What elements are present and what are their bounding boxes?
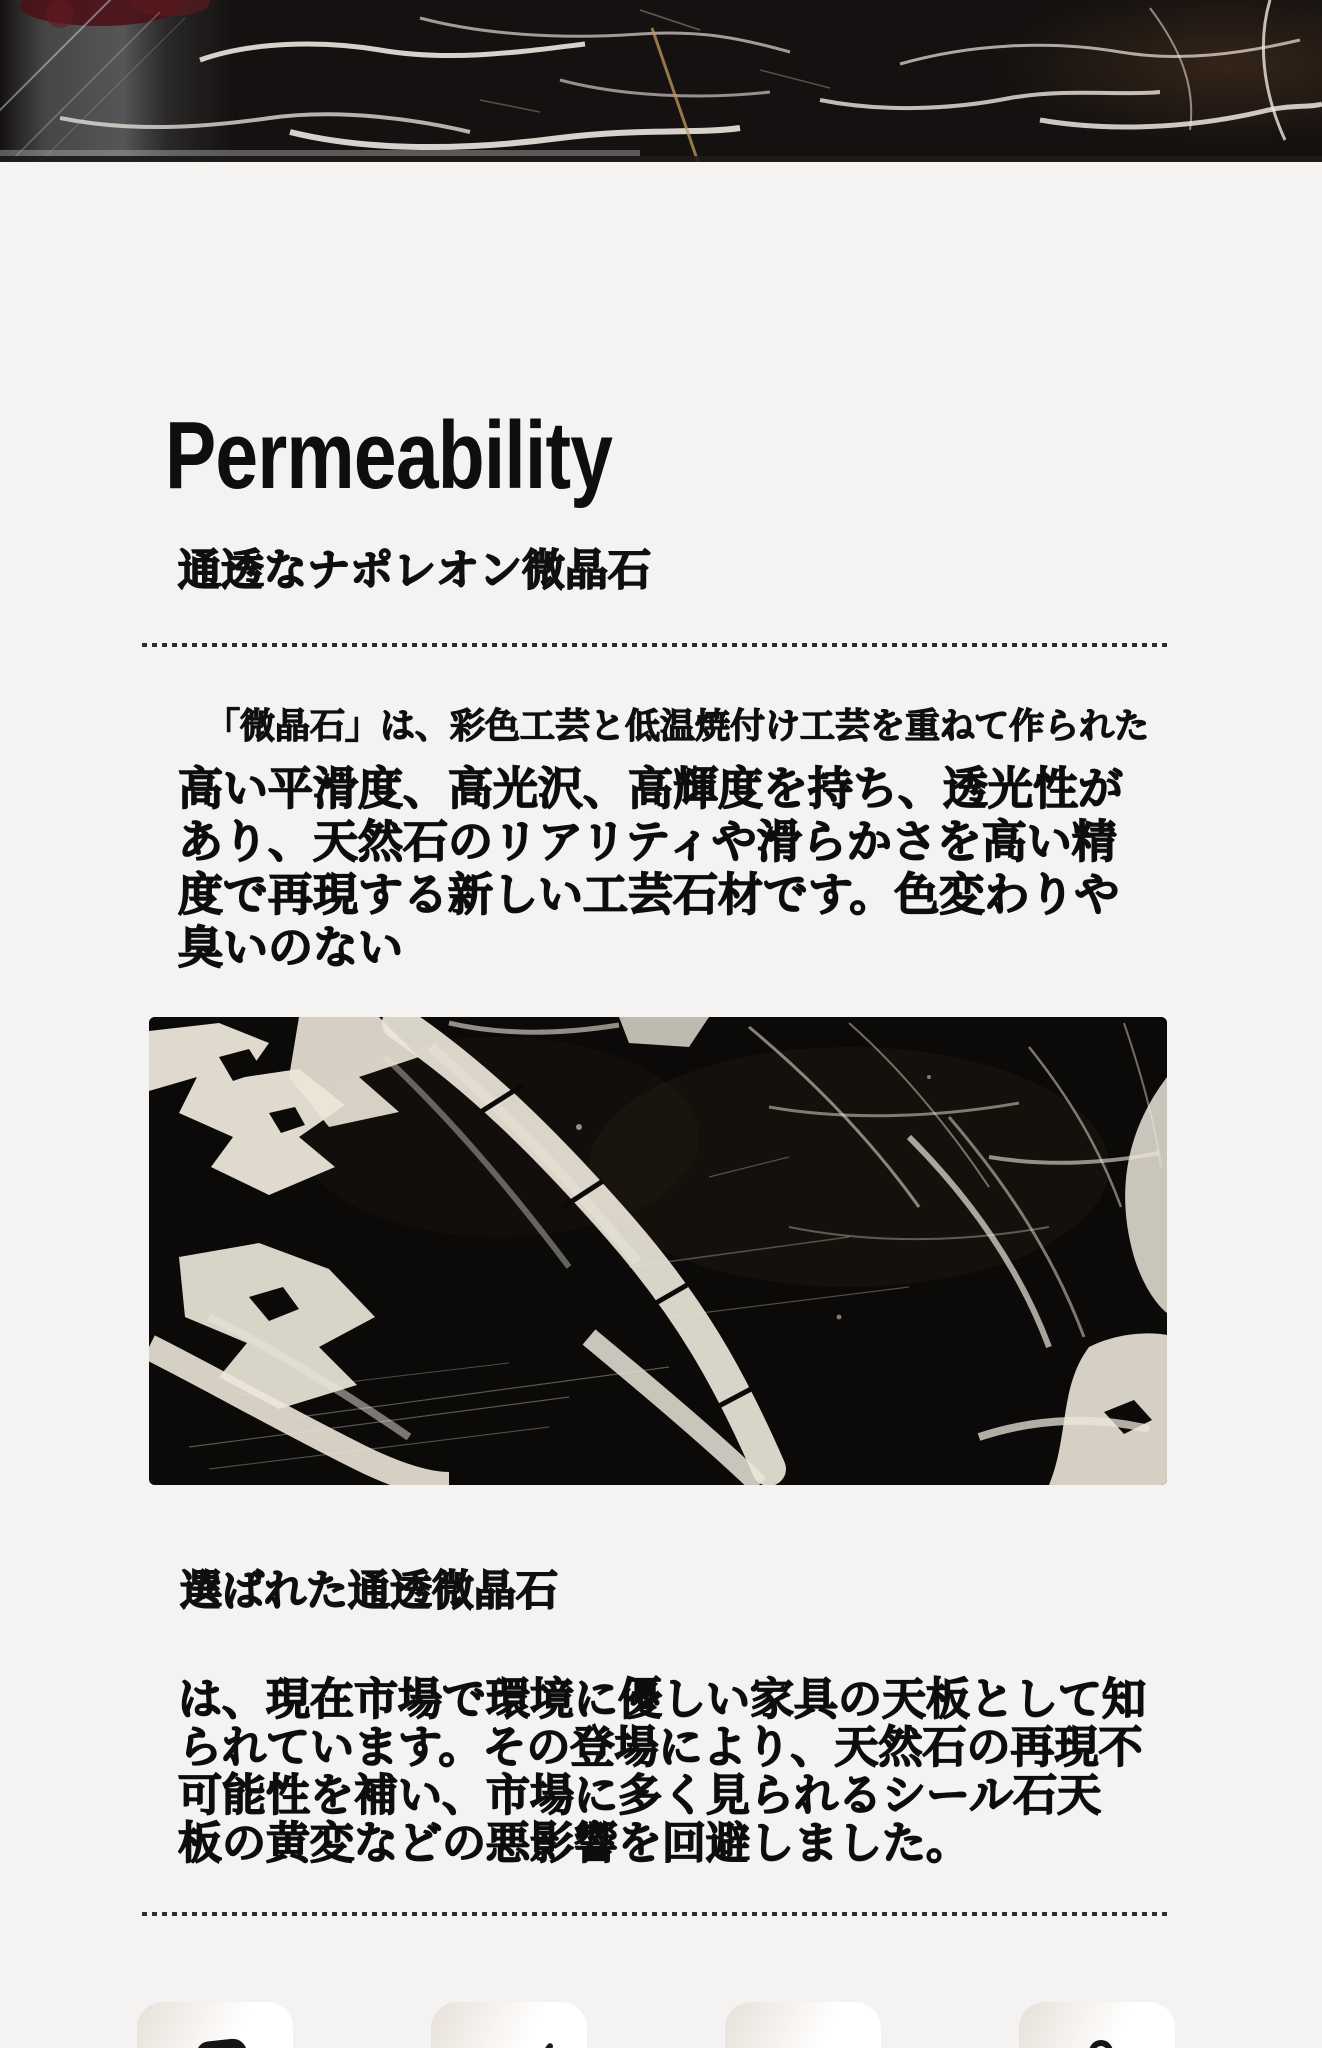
hero-marble-image xyxy=(0,0,1322,162)
marble-slab-image xyxy=(149,1017,1167,1485)
feature-card-1 xyxy=(137,2002,293,2048)
feature-1-partial-glyph-icon xyxy=(196,2037,249,2048)
selected-paragraph xyxy=(178,1676,1146,1868)
marble-banner-graphic xyxy=(0,0,1322,162)
feature-card-4 xyxy=(1019,2002,1175,2048)
selected-paragraph-line: 可能性を補い、市場に多く見られるシール石天 xyxy=(178,1771,1102,1820)
dashed-divider-bottom xyxy=(142,1912,1168,1916)
intro-lead-line: 「微晶石」は、彩色工芸と低温焼付け工芸を重ねて作られた xyxy=(205,707,1150,746)
selected-paragraph-line: 板の黄変などの悪影響を回避しました。 xyxy=(178,1819,970,1868)
intro-paragraph-line: 度で再現する新しい工芸石材です。色変わりや xyxy=(178,869,1120,920)
section-title: Permeability xyxy=(165,402,613,509)
intro-paragraph xyxy=(178,762,1123,974)
feature-4-partial-ring-icon xyxy=(1089,2040,1113,2048)
section-subtitle: 通透なナポレオン微晶石 xyxy=(178,547,651,595)
intro-paragraph-line: 臭いのない xyxy=(178,922,404,973)
dashed-divider-top xyxy=(142,643,1168,647)
feature-card-3 xyxy=(725,2002,881,2048)
selected-paragraph-line: られています。その登場により、天然石の再現不 xyxy=(178,1723,1143,1772)
intro-paragraph-line: 高い平滑度、高光沢、高輝度を持ち、透光性が xyxy=(178,763,1124,814)
intro-paragraph-line: あり、天然石のリアリティや滑らかさを高い精 xyxy=(178,816,1117,867)
feature-card-2 xyxy=(431,2002,587,2048)
feature-2-partial-stroke-icon xyxy=(538,2042,554,2048)
marble-slab-graphic xyxy=(149,1017,1167,1485)
selected-paragraph-line: は、現在市場で環境に優しい家具の天板として知 xyxy=(178,1675,1146,1724)
selected-heading: 選ばれた通透微晶石 xyxy=(180,1567,559,1614)
